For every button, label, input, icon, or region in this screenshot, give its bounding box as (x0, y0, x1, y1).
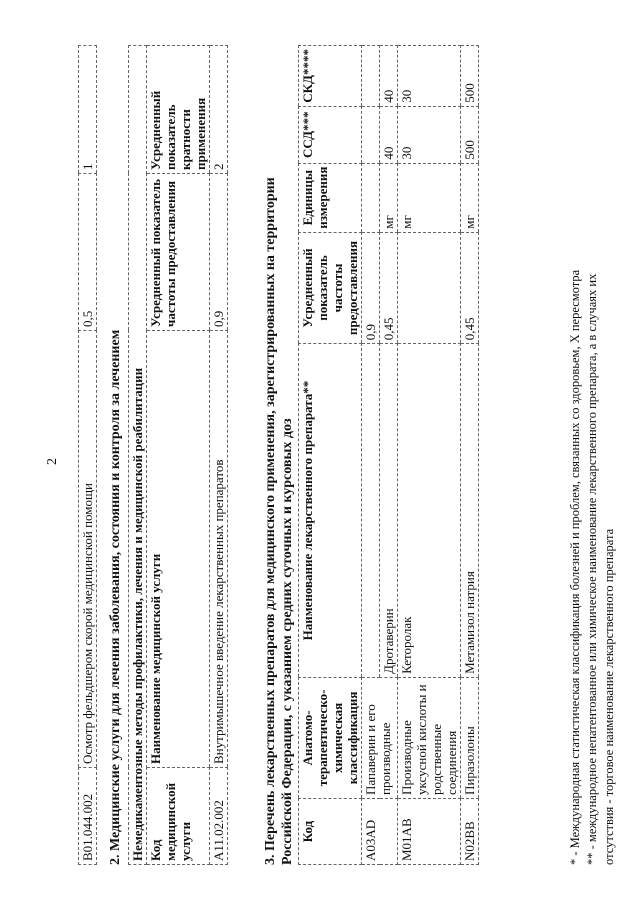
drug-name: Кеторолак (398, 344, 461, 678)
atc-code: A03AD (362, 798, 398, 864)
service-multiplicity: 2 (210, 46, 228, 174)
service-frequency: 0,9 (210, 174, 228, 331)
unit: мг (380, 163, 398, 232)
drug-name (362, 344, 380, 678)
skd: 30 (398, 46, 461, 107)
atc-code: N02BB (461, 798, 479, 864)
table-subheader-row (129, 46, 147, 865)
col-header-code: Код (299, 798, 362, 864)
col-header-code: Код медицинской услуги (147, 768, 210, 865)
col-header-atc: Анатомо-терапевтическо-химическая классификация (299, 677, 362, 798)
col-header-drug: Наименование лекарственного препарата** (299, 344, 362, 678)
atc-group: Папаверин и его производные (362, 677, 398, 798)
table-row (79, 46, 97, 865)
table-ambulance-services (78, 45, 97, 865)
footnote-2: ** - международное непатентованное или химическое наименование лекарственного препарата, а в случаях их (585, 273, 599, 865)
table-header-row (299, 46, 362, 865)
table-treatment-services (128, 45, 228, 865)
service-name: Осмотр фельдшером скорой медицинской помощи (79, 331, 97, 768)
col-header-multiplicity: Усредненный показатель кратности применения (147, 46, 210, 174)
atc-group: Производные уксусной кислоты и родственные соединения (398, 677, 461, 798)
col-header-frequency: Усредненный показатель частоты предоставления (147, 174, 210, 331)
skd: 500 (461, 46, 479, 107)
section-2-subtitle: Немедикаментозные методы профилактики, лечения и медицинской реабилитации (129, 46, 147, 865)
footnote-3: отсутствия - торговое наименование лекарственного препарата (602, 528, 616, 865)
atc-group: Пиразолоны (461, 677, 479, 798)
atc-code: M01AB (398, 798, 461, 864)
drug-frequency (398, 232, 461, 343)
col-header-sdd: ССД*** (299, 106, 362, 163)
service-frequency: 0,5 (79, 174, 97, 331)
page-number: 2 (45, 458, 60, 465)
col-header-skd: СКД**** (299, 46, 362, 107)
drug-frequency: 0,45 (380, 232, 398, 343)
table-medications (298, 45, 479, 865)
col-header-name: Наименование медицинской услуги (147, 331, 210, 768)
service-code: B01.044.002 (79, 768, 97, 865)
section-3-title-line-2: Российской Федерации, с указанием средних суточных и курсовых доз (280, 418, 295, 865)
group-frequency: 0,9 (362, 232, 380, 343)
section-2-title: 2. Медицинские услуги для лечения заболевания, состояния и контроля за лечением (108, 329, 123, 865)
service-multiplicity: 1 (79, 46, 97, 174)
unit: мг (398, 163, 461, 232)
table-row (210, 46, 228, 865)
drug-frequency: 0,45 (461, 232, 479, 343)
col-header-frequency: Усредненный показатель частоты предоставления (299, 232, 362, 343)
drug-name: Дротаверин (380, 344, 398, 678)
service-code: A11.02.002 (210, 768, 228, 865)
skd: 40 (380, 46, 398, 107)
sdd (362, 106, 380, 163)
sdd: 40 (380, 106, 398, 163)
table-row (461, 46, 479, 865)
unit: мг (461, 163, 479, 232)
footnote-1: * - Международная статистическая классификация болезней и проблем, связанных со здоровьем, X пересмотра (568, 269, 582, 865)
sdd: 30 (398, 106, 461, 163)
table-row (398, 46, 461, 865)
section-3-title-line-1: 3. Перечень лекарственных препаратов для медицинского применения, зарегистрированных на территории (263, 177, 278, 865)
table-row (362, 46, 380, 865)
table-header-row (147, 46, 210, 865)
col-header-unit: Единицы измерения (299, 163, 362, 232)
skd (362, 46, 380, 107)
drug-name: Метамизол натрия (461, 344, 479, 678)
service-name: Внутримышечное введение лекарственных препаратов (210, 331, 228, 768)
unit (362, 163, 380, 232)
sdd: 500 (461, 106, 479, 163)
